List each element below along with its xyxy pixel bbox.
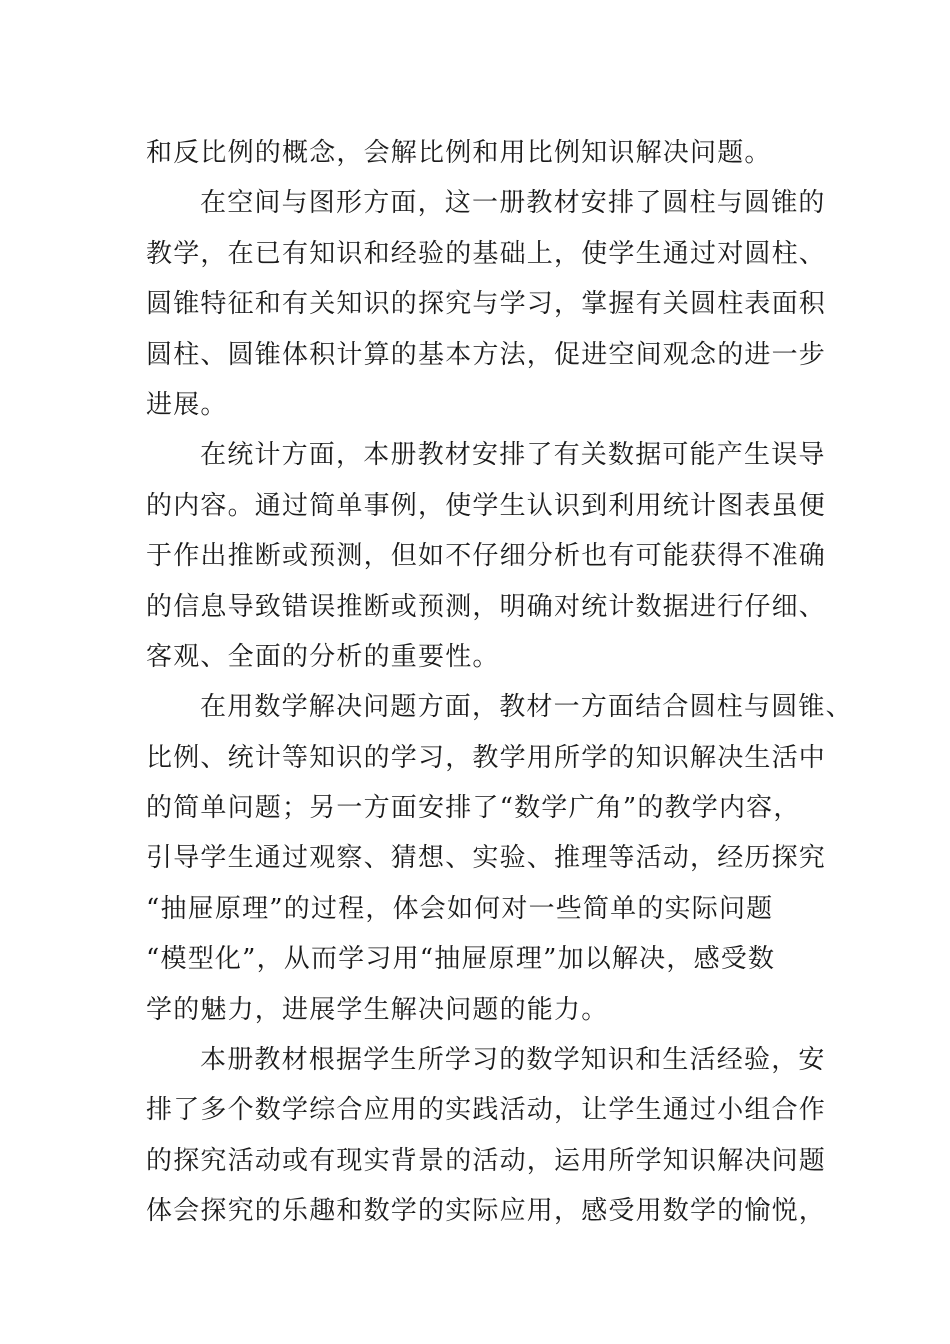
text-line: 进展。 [146, 389, 228, 420]
text-line: 的内容。通过简单事例，使学生认识到利用统计图表虽便 [146, 490, 827, 521]
document-body [146, 128, 853, 1237]
text-line: 体会探究的乐趣和数学的实际应用，感受用数学的愉悦， [146, 1196, 827, 1227]
text-line: 在统计方面，本册教材安排了有关数据可能产生误导 [200, 440, 826, 471]
text-line: 排了多个数学综合应用的实践活动，让学生通过小组合作 [146, 1095, 827, 1126]
text-line: 本册教材根据学生所学习的数学知识和生活经验，安 [200, 1045, 826, 1076]
text-line: 和反比例的概念，会解比例和用比例知识解决问题。 [146, 138, 772, 168]
text-line: “抽屉原理”的过程，体会如何对一些简单的实际问题 [146, 893, 774, 924]
text-line: 学的魅力，进展学生解决问题的能力。 [146, 994, 609, 1025]
text-line: 教学，在已有知识和经验的基础上，使学生通过对圆柱、 [146, 238, 827, 269]
text-line: 的探究活动或有现实背景的活动，运用所学知识解决问题 [146, 1145, 827, 1176]
text-line: 引导学生通过观察、猜想、实验、推理等活动，经历探究 [146, 843, 827, 874]
text-line: 圆柱、圆锥体积计算的基本方法，促进空间观念的进一步 [146, 339, 827, 370]
text-line: 在空间与图形方面，这一册教材安排了圆柱与圆锥的 [200, 188, 826, 219]
text-line: “模型化”，从而学习用“抽屉原理”加以解决，感受数 [146, 944, 776, 975]
text-line: 比例、统计等知识的学习，教学用所学的知识解决生活中 [146, 742, 827, 773]
text-line: 的简单问题；另一方面安排了“数学广角”的教学内容， [146, 793, 801, 824]
text-line: 客观、全面的分析的重要性。 [146, 641, 500, 672]
text-line: 的信息导致错误推断或预测，明确对统计数据进行仔细、 [146, 591, 827, 622]
text-line: 在用数学解决问题方面，教材一方面结合圆柱与圆锥、 [200, 692, 853, 723]
text-line: 于作出推断或预测，但如不仔细分析也有可能获得不准确 [146, 541, 827, 572]
text-line: 圆锥特征和有关知识的探究与学习，掌握有关圆柱表面积 [146, 289, 827, 320]
